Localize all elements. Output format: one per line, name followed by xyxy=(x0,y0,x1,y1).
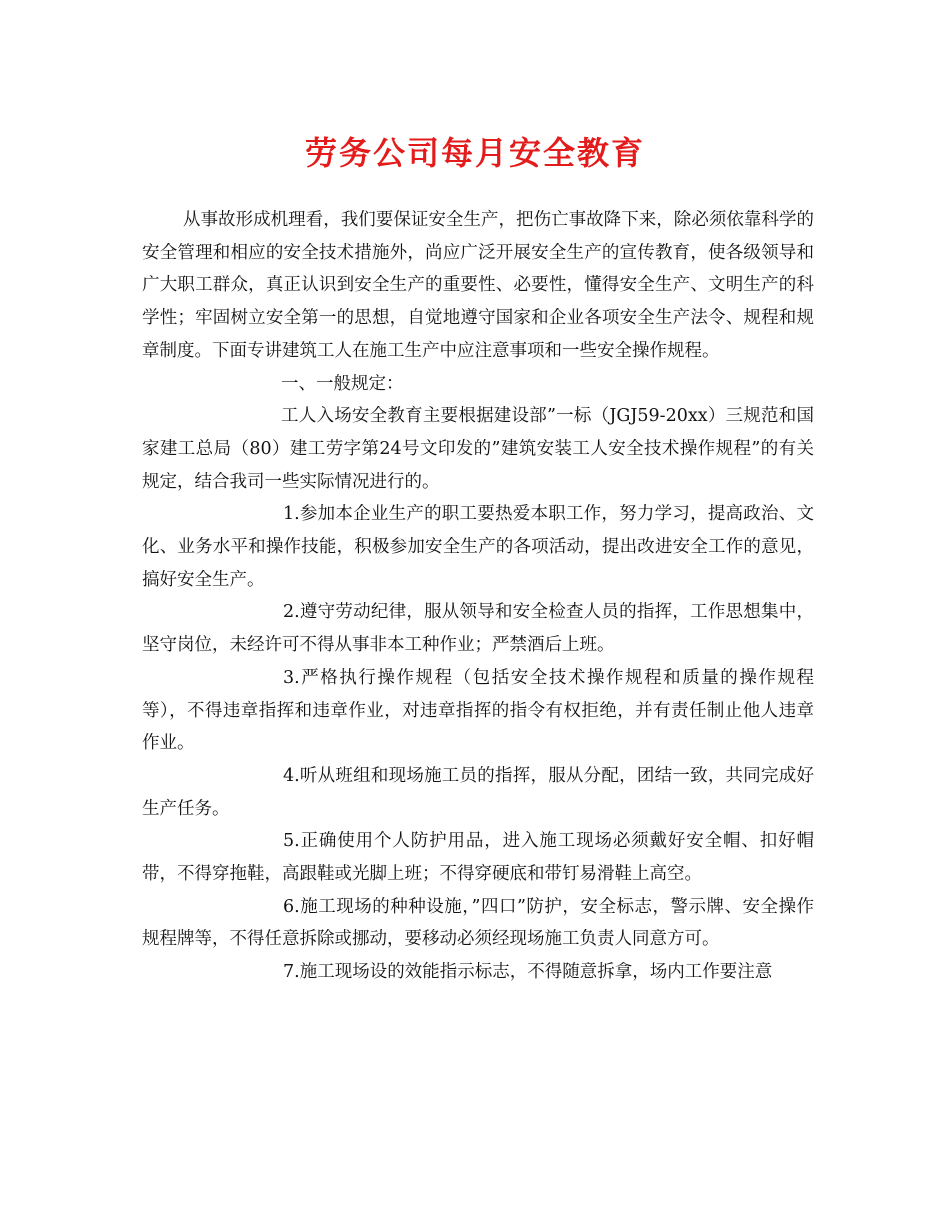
rule-item-4: 4.听从班组和现场施工员的指挥，服从分配，团结一致，共同完成好生产任务。 xyxy=(142,765,814,819)
intro-paragraph: 从事故形成机理看，我们要保证安全生产，把伤亡事故降下来，除必须依靠科学的安全管理和相应的安全技术措施外，尚应广泛开展安全生产的宣传教育，使各级领导和广大职工群众，真正认识到安全生产的重要性、必要性，懂得安全生产、文明生产的科学性；牢固树立安全第一的思想，自觉地遵守国家和企业各项安全生产法令、规程和规章制度。下面专讲建筑工人在施工生产中应注意事项和一些安全操作规程。 xyxy=(142,210,814,361)
rule-item-5: 5.正确使用个人防护用品，进入施工现场必须戴好安全帽、扣好帽带，不得穿拖鞋，高跟鞋或光脚上班；不得穿硬底和带钉易滑鞋上高空。 xyxy=(142,831,814,885)
rule-item-6: 6.施工现场的种种设施，”四口”防护，安全标志，警示牌、安全操作规程牌等，不得任意拆除或挪动，要移动必须经现场施工负责人同意方可。 xyxy=(142,896,814,950)
rule-item-3: 3.严格执行操作规程（包括安全技术操作规程和质量的操作规程等），不得违章指挥和违章作业，对违章指挥的指令有权拒绝，并有责任制止他人违章作业。 xyxy=(142,667,814,754)
document-title: 劳务公司每月安全教育 xyxy=(304,134,645,172)
section-heading: 一、一般规定： xyxy=(281,373,404,394)
rule-item-1: 1.参加本企业生产的职工要热爱本职工作，努力学习，提高政治、文化、业务水平和操作技能，积极参加安全生产的各项活动，提出改进安全工作的意见，搞好安全生产。 xyxy=(142,504,814,590)
section-intro-paragraph: 工人入场安全教育主要根据建设部”一标（JGJ59-20xx）三规范和国家建工总局（80）建工劳字第24号文印发的”建筑安装工人安全技术操作规程”的有关规定，结合我司一些实际情况进行的。 xyxy=(142,406,814,492)
document-body xyxy=(142,204,814,989)
rule-item-7: 7.施工现场设的效能指示标志，不得随意拆拿，场内工作要注意 xyxy=(283,962,773,983)
rule-item-2: 2.遵守劳动纪律，服从领导和安全检查人员的指挥，工作思想集中，坚守岗位，未经许可不得从事非本工种作业；严禁酒后上班。 xyxy=(142,602,814,656)
